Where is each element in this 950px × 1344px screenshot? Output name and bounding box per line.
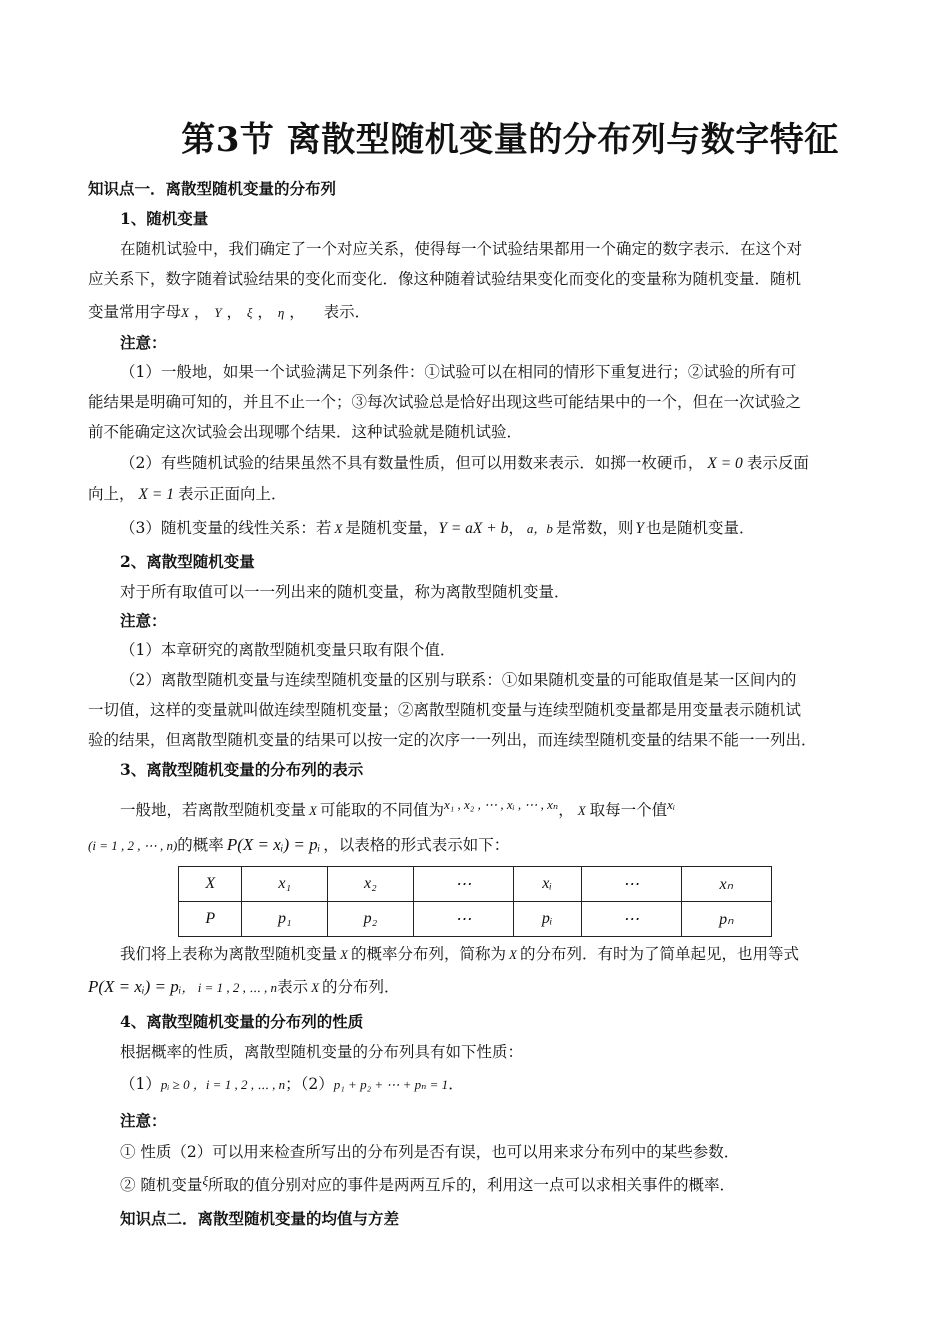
s3-p3-text-a: 我们将上表称为离散型随机变量 <box>120 945 338 963</box>
table-cell: pᵢ <box>513 902 581 937</box>
s1-n1b: 能结果是明确可知的，并且不止一个；③每次试验总是恰好出现这些可能结果中的一个，但在一次试验之 <box>88 393 802 411</box>
s1-p3: 变量常用字母X ， Y ， ξ ， η ， 表示． <box>88 303 371 321</box>
s3-p1-text-b: 可能取的不同值为 <box>319 801 444 819</box>
s3-p2-text-b: ，以表格的形式表示如下： <box>323 836 510 854</box>
kp2-heading: 知识点二．离散型随机变量的均值与方差 <box>120 1209 400 1228</box>
s3-p3-x2: X <box>508 947 517 962</box>
table-cell: ⋯ <box>413 867 513 902</box>
table-row <box>179 902 772 937</box>
s3-p3 <box>120 943 868 966</box>
table-cell: p₁ <box>242 902 328 937</box>
s1-n3-y: Y <box>635 520 645 537</box>
s1-n3-text-a: （3）随机变量的线性关系：若 <box>120 519 332 537</box>
s3-p3-text-c: 的分布列．有时为了简单起见，也用等式 <box>519 945 799 963</box>
s2-n2a: （2）离散型随机变量与连续型随机变量的区别与联系：①如果随机变量的可能取值是某一区间内的 <box>120 671 797 689</box>
s4-prop2-math: p₁ + p₂ + ⋯ + pₙ = 1 <box>333 1077 449 1092</box>
s1-n2a-math: X = 0 <box>707 455 743 472</box>
s1-n2b-end: 表示正面向上． <box>177 485 287 503</box>
s4-props <box>120 1073 868 1096</box>
s1-note-label: 注意： <box>120 333 167 352</box>
table-cell: ⋯ <box>413 902 513 937</box>
s1-n2a-text: （2）有些随机试验的结果虽然不具有数量性质，但可以用数来表示．如掷一枚硬币， <box>120 454 704 472</box>
s1-n3-text-e: 也是随机变量． <box>646 519 755 537</box>
table-cell: X <box>179 867 242 902</box>
s1-n2b-math: X = 1 <box>138 486 174 503</box>
s4-n2-xi: ξ <box>202 1173 209 1188</box>
table-cell: P <box>179 902 242 937</box>
s3-p4 <box>88 976 868 999</box>
s1-p3-text: 变量常用字母 <box>88 303 182 321</box>
s3-p1-text-d: 取每一个值 <box>589 801 668 819</box>
s3-p3-text-b: 的概率分布列，简称为 <box>350 945 506 963</box>
s4-heading: 4、离散型随机变量的分布列的性质 <box>120 1012 364 1031</box>
s4-prop-sep: ；（2） <box>285 1075 334 1093</box>
s1-n2b <box>88 483 868 506</box>
s2-n2b: 一切值，这样的变量就叫做连续型随机变量；②离散型随机变量与连续型随机变量都是用变量表示随机试 <box>88 701 802 719</box>
s3-p1-xi: xᵢ <box>667 797 675 812</box>
sym-xi: ξ <box>246 305 253 320</box>
s3-p1-x: X <box>309 803 317 818</box>
s1-p1: 在随机试验中，我们确定了一个对应关系，使得每一个试验结果都用一个确定的数字表示．在这个对 <box>120 240 803 258</box>
s4-prop1-math: pᵢ ≥ 0 ，i = 1 , 2 , ⋯ , n <box>160 1077 286 1092</box>
s1-p2: 应关系下，数字随着试验结果的变化而变化．像这种随着试验结果变化而变化的变量称为随机变量．随机 <box>88 270 802 288</box>
s2-heading: 2、离散型随机变量 <box>120 552 255 571</box>
s3-p4-math: P(X = xᵢ) = pᵢ <box>88 977 182 996</box>
table-cell: ⋯ <box>581 902 681 937</box>
s4-n2-text-a: ② 随机变量 <box>120 1176 203 1194</box>
sym-y: Y <box>214 305 222 320</box>
table-cell: x₁ <box>242 867 328 902</box>
s2-note-label: 注意： <box>120 611 167 630</box>
distribution-table <box>178 866 772 937</box>
table-cell: pₙ <box>681 902 771 937</box>
s3-p1-text-a: 一般地，若离散型随机变量 <box>120 801 307 819</box>
s2-n2c: 验的结果，但离散型随机变量的结果可以按一定的次序一一列出，而连续型随机变量的结果不能一一列出． <box>88 731 817 749</box>
s4-prop-end: ． <box>448 1075 464 1093</box>
s3-p1-values: x₁ , x₂ , ⋯ , xᵢ , ⋯ , xₙ <box>443 797 559 812</box>
s3-p2-math: P(X = xᵢ) = pᵢ <box>226 835 321 854</box>
kp1-heading: 知识点一．离散型随机变量的分布列 <box>88 179 337 198</box>
s1-n3-text-d: 是常数，则 <box>555 519 634 537</box>
s1-n3-math: Y = aX + b <box>438 520 509 537</box>
s4-n1: ① 性质（2）可以用来检查所写出的分布列是否有误，也可以用来求分布列中的某些参数． <box>120 1143 740 1161</box>
s3-p2-range: (i = 1 , 2 , ⋯ , n) <box>88 838 178 853</box>
table-cell: p₂ <box>328 902 414 937</box>
s4-note-label: 注意： <box>120 1111 167 1130</box>
s3-p1-text-c: ， <box>558 801 574 819</box>
s1-n2a <box>120 452 868 475</box>
s1-heading: 1、随机变量 <box>120 209 209 228</box>
s3-p4-text-b: 的分布列． <box>322 978 400 996</box>
s1-n3-ab: a，b <box>526 521 553 536</box>
s1-n2b-text: 向上， <box>88 485 135 503</box>
s3-p1-x2: X <box>577 803 586 818</box>
table-cell: x₂ <box>328 867 414 902</box>
s1-n3 <box>120 517 868 540</box>
s4-prop1-label: （1） <box>120 1075 161 1093</box>
s3-p2 <box>88 834 868 857</box>
s4-n2-text-b: 所取的值分别对应的事件是两两互斥的，利用这一点可以求相关事件的概率． <box>208 1176 736 1194</box>
s1-n3-text-c: ， <box>508 519 524 537</box>
s1-n2a-end: 表示反面 <box>746 454 809 472</box>
s3-p3-x: X <box>340 947 348 962</box>
table-cell: ⋯ <box>581 867 681 902</box>
s1-n1c: 前不能确定这次试验会出现哪个结果．这种试验就是随机试验． <box>88 423 523 441</box>
s2-n1: （1）本章研究的离散型随机变量只取有限个值． <box>120 641 456 659</box>
s1-n3-x: X <box>334 521 343 536</box>
table-row <box>179 867 772 902</box>
s3-p4-x: X <box>311 980 320 995</box>
page-title: 第3节 离散型随机变量的分布列与数字特征 <box>181 120 839 160</box>
s3-heading: 3、离散型随机变量的分布列的表示 <box>120 760 364 779</box>
s1-n3-text-b: 是随机变量， <box>345 519 439 537</box>
table-cell: xₙ <box>681 867 771 902</box>
s3-p1 <box>120 799 868 822</box>
s1-p3-end: 表示． <box>323 303 371 321</box>
table-cell: xᵢ <box>513 867 581 902</box>
s3-p2-text-a: 的概率 <box>177 836 224 854</box>
s2-p1: 对于所有取值可以一一列出来的随机变量，称为离散型随机变量． <box>120 583 570 601</box>
s3-p4-text-a: 表示 <box>277 978 309 996</box>
s1-n1a: （1）一般地，如果一个试验满足下列条件：①试验可以在相同的情形下重复进行；②试验的所有可 <box>120 363 797 381</box>
sym-eta: η <box>277 305 285 320</box>
sym-x: X <box>181 305 189 320</box>
s4-p1: 根据概率的性质，离散型随机变量的分布列具有如下性质： <box>120 1043 524 1061</box>
s4-n2 <box>120 1174 868 1197</box>
s3-p4-range: ， i = 1 , 2 , ⋯ , n <box>181 980 278 995</box>
